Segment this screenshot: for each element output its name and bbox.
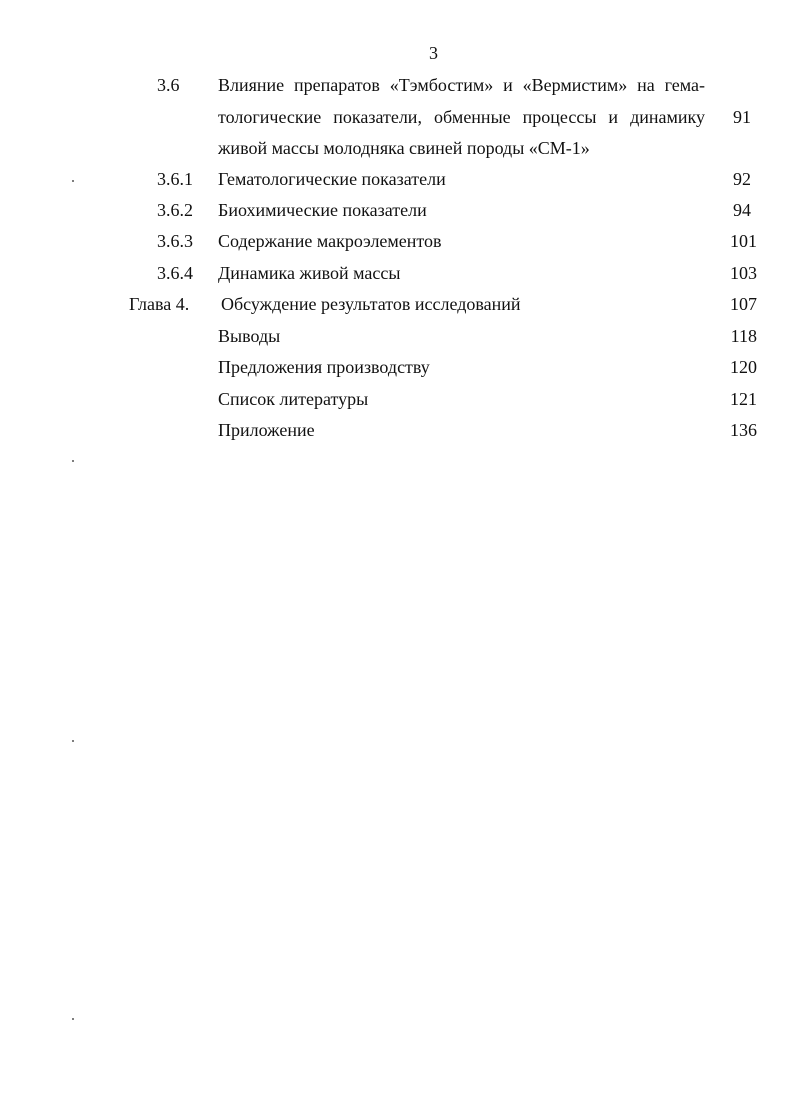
toc-entry-page: 101 — [730, 231, 757, 251]
toc-entry-page: 91 — [733, 107, 751, 127]
page-number: 3 — [429, 43, 438, 63]
toc-entry-number: 3.6.2 — [157, 200, 193, 220]
toc-entry-number: 3.6.1 — [157, 169, 193, 189]
toc-entry-number: 3.6 — [157, 75, 180, 95]
toc-entry-page: 136 — [730, 420, 757, 440]
toc-entry-number: 3.6.4 — [157, 263, 193, 283]
toc-entry-title-line: Влияние препаратов «Тэмбостим» и «Вермистим» на гема- — [218, 75, 705, 95]
toc-entry-page: 94 — [733, 200, 751, 220]
toc-entry-title: Обсуждение результатов исследований — [221, 294, 521, 314]
scan-mark — [72, 180, 74, 182]
toc-entry-title-line: тологические показатели, обменные процессы и динамику — [218, 107, 705, 127]
toc-entry-number: 3.6.3 — [157, 231, 193, 251]
toc-entry-title: Биохимические показатели — [218, 200, 427, 220]
toc-entry-title: Список литературы — [218, 389, 369, 409]
toc-entry-title: Предложения производству — [218, 357, 430, 377]
toc-entry-page: 121 — [730, 389, 757, 409]
toc-entry-title-line: живой массы молодняка свиней породы «СМ-1» — [218, 138, 590, 158]
toc-entry-page: 92 — [733, 169, 751, 189]
toc-entry-title: Содержание макроэлементов — [218, 231, 442, 251]
toc-entry-title: Динамика живой массы — [218, 263, 401, 283]
toc-entry-title: Выводы — [218, 326, 281, 346]
toc-entry-page: 107 — [730, 294, 757, 314]
toc-entry-page: 120 — [730, 357, 757, 377]
scan-mark — [72, 740, 74, 742]
toc-entry-number: Глава 4. — [129, 294, 190, 314]
scan-mark — [72, 1018, 74, 1020]
toc-entry-page: 118 — [730, 326, 757, 346]
toc-entry-title: Приложение — [218, 420, 315, 440]
toc-entry-page: 103 — [730, 263, 757, 283]
toc-entry-title: Гематологические показатели — [218, 169, 446, 189]
scan-mark — [72, 460, 74, 462]
